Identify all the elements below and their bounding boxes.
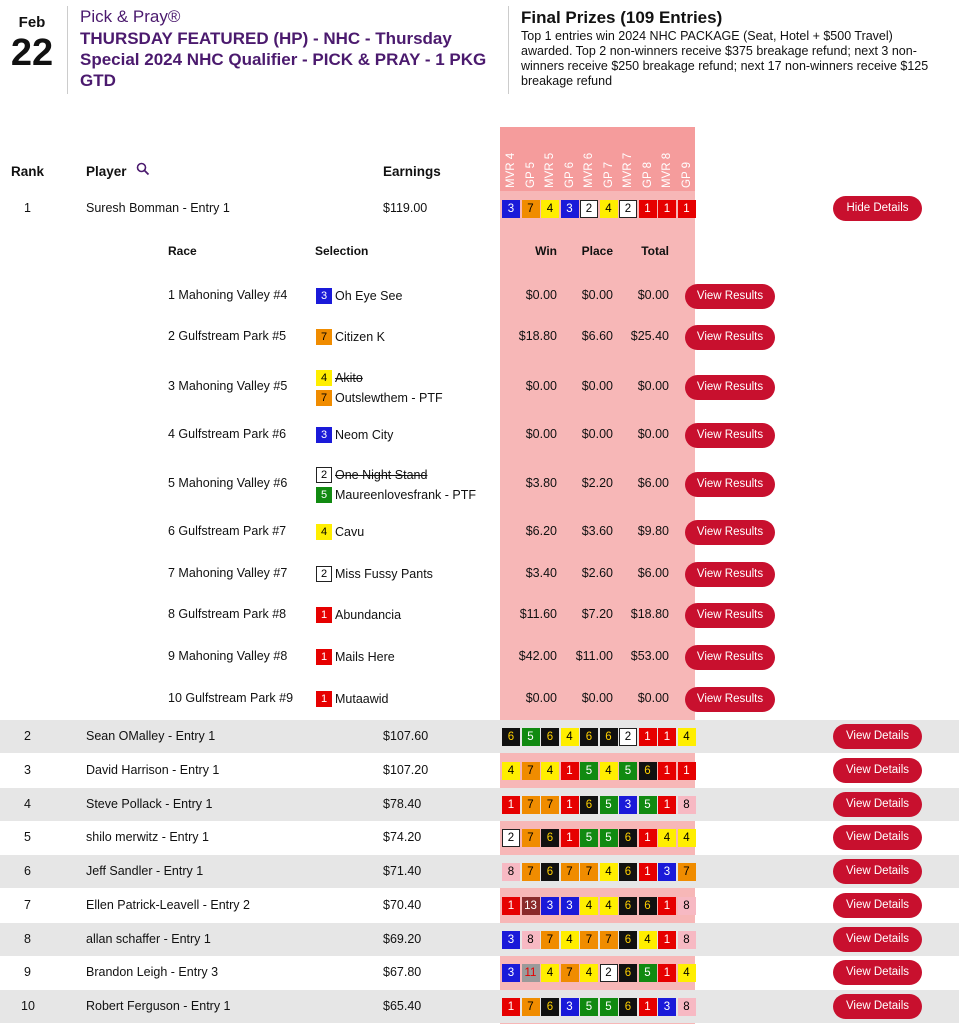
pick-number-box: 5 [522,728,540,746]
earnings-cell: $119.00 [383,201,428,215]
selection-entry [316,388,443,408]
race-column-label: GP 5 [524,162,537,188]
place-amount: $11.00 [575,649,613,663]
race-column-label: MVR 7 [622,152,634,188]
pick-number-box: 3 [502,200,520,218]
pick-number-box: 4 [600,762,618,780]
pick-number-box: 5 [619,762,637,780]
standings-row [0,956,959,989]
pick-number-box: 6 [639,762,657,780]
place-amount: $3.60 [581,524,613,538]
place-amount: $2.20 [581,476,613,490]
pick-number-box: 5 [600,796,618,814]
pick-number-box: 6 [580,796,598,814]
race-name: 6 Gulfstream Park #7 [168,524,287,538]
earnings-cell: $67.80 [383,965,422,979]
details-race-row [0,463,959,505]
program-number-box: 2 [316,566,332,582]
pick-boxes [502,728,696,746]
earnings-cell: $107.20 [383,763,429,777]
rank-cell: 3 [24,763,31,777]
place-amount: $7.20 [581,607,613,621]
pick-number-box: 1 [658,728,676,746]
selection [316,564,433,584]
details-race-row [0,601,959,629]
selection [316,327,385,347]
total-amount: $25.40 [630,329,669,343]
details-race-row [0,421,959,449]
standings-row [0,990,959,1023]
selection-entry [316,647,395,667]
win-amount: $6.20 [525,524,557,538]
details-race-row [0,366,959,408]
standings-row [0,855,959,888]
race-column-label: MVR 4 [505,152,517,188]
selection [316,368,443,408]
pick-number-box: 7 [561,964,579,982]
pick-number-box: 4 [639,931,657,949]
view-results-button[interactable]: View Results [685,562,775,587]
pick-number-box: 1 [639,728,657,746]
selection-entry [316,689,389,709]
pick-number-box: 1 [502,796,520,814]
pick-number-box: 8 [502,863,520,881]
total-amount: $0.00 [637,691,669,705]
pick-number-box: 2 [619,728,637,746]
place-amount: $0.00 [581,691,613,705]
race-column-label: GP 9 [680,162,693,188]
pick-number-box: 6 [619,964,637,982]
view-results-button[interactable]: View Results [685,687,775,712]
rank-cell: 2 [24,729,31,743]
race-name: 1 Mahoning Valley #4 [168,288,288,302]
selection-entry [316,522,364,542]
rank-cell: 5 [24,830,31,844]
earnings-cell: $78.40 [383,797,422,811]
rank-cell: 10 [21,999,35,1013]
rank-cell: 8 [24,932,31,946]
horse-name: Oh Eye See [335,289,403,303]
pick-number-box: 4 [600,897,618,915]
race-name: 5 Mahoning Valley #6 [168,476,288,490]
search-icon[interactable] [136,162,150,176]
total-amount: $0.00 [637,288,669,302]
place-amount: $0.00 [581,379,613,393]
pick-number-box: 4 [541,964,559,982]
pick-number-box: 6 [619,863,637,881]
pick-number-box: 7 [522,796,540,814]
standings-row [0,889,959,922]
program-number-box: 3 [316,288,332,304]
player-name: Sean OMalley - Entry 1 [86,729,216,743]
pick-number-box: 1 [678,762,696,780]
selection-entry [316,465,476,485]
pick-number-box: 1 [639,998,657,1016]
details-race-row [0,643,959,671]
horse-name: Mutaawid [335,692,389,706]
program-number-box: 7 [316,390,332,406]
selection [316,689,389,709]
pick-number-box: 6 [541,829,559,847]
scratched-horse-name: One Night Stand [335,468,428,482]
pick-number-box: 5 [639,796,657,814]
rank-cell: 7 [24,898,31,912]
total-amount: $6.00 [637,476,669,490]
view-details-button[interactable]: View Details [833,758,922,783]
race-column-label: MVR 6 [583,152,595,188]
pick-number-box: 4 [580,897,598,915]
pick-boxes [502,897,696,915]
prize-text: Top 1 entries win 2024 NHC PACKAGE (Seat, Hotel + $500 Travel) awarded. Top 2 non-winners receive $375 breakage refund; next 3 non-winners receive $250 breakage refund; next 17 non-winners receive $125 breakage refund [521,29,929,88]
pick-number-box: 4 [658,829,676,847]
pick-boxes [502,964,696,982]
pick-number-box: 4 [678,964,696,982]
brand-name: Pick & Pray® [80,7,181,26]
race-column-label: MVR 5 [544,152,556,188]
pick-number-box: 6 [619,897,637,915]
pick-number-box: 1 [658,897,676,915]
pick-number-box: 7 [580,931,598,949]
horse-name: Mails Here [335,650,395,664]
header-divider [508,6,509,94]
pick-number-box: 1 [502,897,520,915]
pick-number-box: 7 [541,796,559,814]
standings-row [0,923,959,956]
win-amount: $11.60 [519,607,557,621]
view-results-button[interactable]: View Results [685,423,775,448]
race-column-label: GP 8 [641,162,654,188]
program-number-box: 4 [316,370,332,386]
event-date [8,14,56,73]
horse-name: Maureenlovesfrank - PTF [335,488,477,502]
total-amount: $9.80 [637,524,669,538]
race-name: 3 Mahoning Valley #5 [168,379,288,393]
player-name: allan schaffer - Entry 1 [86,932,211,946]
earnings-cell: $65.40 [383,999,422,1013]
pick-number-box: 1 [658,931,676,949]
pick-boxes [502,762,696,780]
details-race-header: Race [168,244,197,258]
selection-entry [316,327,385,347]
view-results-button[interactable]: View Results [685,603,775,628]
player-name: Steve Pollack - Entry 1 [86,797,213,811]
pick-number-box: 1 [561,762,579,780]
earnings-header: Earnings [383,164,441,179]
standings-row [0,788,959,821]
pick-number-box: 6 [619,998,637,1016]
program-number-box: 1 [316,691,332,707]
player-name: Robert Ferguson - Entry 1 [86,999,231,1013]
pick-number-box: 4 [678,829,696,847]
win-amount: $18.80 [518,329,557,343]
view-results-button[interactable]: View Results [685,472,775,497]
selection-entry [316,605,401,625]
pick-number-box: 3 [561,897,579,915]
contest-header [80,7,500,91]
rank-cell: 1 [24,201,31,215]
pick-number-box: 6 [600,728,618,746]
pick-number-box: 7 [522,829,540,847]
pick-number-box: 2 [600,964,618,982]
race-name: 2 Gulfstream Park #5 [168,329,287,343]
pick-number-box: 6 [541,728,559,746]
pick-number-box: 4 [541,762,559,780]
prize-title: Final Prizes (109 Entries) [521,8,723,27]
pick-number-box: 5 [639,964,657,982]
pick-boxes [502,863,696,881]
pick-number-box: 8 [522,931,540,949]
selection-entry [316,485,476,505]
pick-number-box: 1 [658,796,676,814]
win-amount: $3.40 [525,566,557,580]
pick-number-box: 6 [619,931,637,949]
view-results-button[interactable]: View Results [685,325,775,350]
win-amount: $3.80 [525,476,557,490]
rank-header: Rank [11,164,45,179]
selection-entry [316,286,402,306]
pick-number-box: 5 [580,998,598,1016]
win-amount: $0.00 [525,288,557,302]
program-number-box: 2 [316,467,332,483]
pick-number-box: 7 [522,998,540,1016]
pick-number-box: 8 [678,796,696,814]
total-amount: $0.00 [637,427,669,441]
pick-number-box: 1 [639,200,657,218]
pick-number-box: 1 [658,200,676,218]
race-column-label: GP 6 [563,162,576,188]
rank-cell: 9 [24,965,31,979]
contest-title: THURSDAY FEATURED (HP) - NHC - Thursday Special 2024 NHC Qualifier - PICK & PRAY - 1 PKG GTD [80,29,487,90]
pick-number-box: 6 [619,829,637,847]
details-selection-header: Selection [315,244,369,258]
place-amount: $0.00 [581,427,613,441]
win-amount: $0.00 [525,427,557,441]
horse-name: Citizen K [335,330,386,344]
program-number-box: 4 [316,524,332,540]
pick-number-box: 7 [678,863,696,881]
player-header[interactable]: Player [86,164,127,179]
pick-number-box: 5 [580,829,598,847]
pick-number-box: 8 [678,897,696,915]
horse-name: Miss Fussy Pants [335,567,433,581]
standings-row [0,821,959,854]
view-details-button[interactable]: View Details [833,927,922,952]
pick-number-box: 7 [561,863,579,881]
selection [316,286,402,306]
pick-number-box: 7 [522,200,540,218]
place-amount: $2.60 [581,566,613,580]
pick-number-box: 7 [522,762,540,780]
pick-number-box: 5 [600,998,618,1016]
race-name: 10 Gulfstream Park #9 [168,691,294,705]
selection [316,647,395,667]
pick-number-box: 3 [541,897,559,915]
pick-number-box: 4 [502,762,520,780]
details-race-row [0,518,959,546]
pick-number-box: 6 [639,897,657,915]
earnings-cell: $70.40 [383,898,422,912]
earnings-cell: $107.60 [383,729,429,743]
rank-cell: 6 [24,864,31,878]
pick-number-box: 5 [580,762,598,780]
pick-number-box: 13 [522,897,540,915]
pick-number-box: 3 [561,998,579,1016]
view-results-button[interactable]: View Results [685,375,775,400]
details-race-row [0,560,959,588]
pick-number-box: 1 [639,863,657,881]
pick-number-box: 1 [639,829,657,847]
player-name: shilo merwitz - Entry 1 [86,830,209,844]
pick-number-box: 3 [502,964,520,982]
program-number-box: 5 [316,487,332,503]
view-results-button[interactable]: View Results [685,520,775,545]
standings-row [0,720,959,753]
pick-number-box: 1 [658,964,676,982]
place-amount: $0.00 [581,288,613,302]
pick-number-box: 1 [561,796,579,814]
program-number-box: 7 [316,329,332,345]
win-amount: $0.00 [525,691,557,705]
pick-number-box: 7 [522,863,540,881]
pick-number-box: 2 [619,200,637,218]
pick-number-box: 3 [502,931,520,949]
pick-number-box: 8 [678,998,696,1016]
pick-number-box: 7 [600,931,618,949]
total-amount: $0.00 [637,379,669,393]
race-name: 8 Gulfstream Park #8 [168,607,287,621]
details-race-row [0,282,959,310]
pick-number-box: 4 [580,964,598,982]
details-race-row [0,323,959,351]
pick-number-box: 4 [561,728,579,746]
selection [316,522,364,542]
event-day: 22 [10,32,54,74]
selection-entry [316,564,433,584]
rank-cell: 4 [24,797,31,811]
player-name: Jeff Sandler - Entry 1 [86,864,204,878]
pick-boxes [502,931,696,949]
win-amount: $42.00 [518,649,557,663]
pick-number-box: 3 [619,796,637,814]
selection-entry [316,368,443,388]
scratched-horse-name: Akito [335,371,363,385]
race-column-label: MVR 8 [661,152,673,188]
pick-number-box: 6 [502,728,520,746]
race-name: 4 Gulfstream Park #6 [168,427,287,441]
pick-number-box: 4 [541,200,559,218]
pick-number-box: 4 [600,863,618,881]
horse-name: Outslewthem - PTF [335,391,443,405]
pick-number-box: 1 [658,762,676,780]
program-number-box: 1 [316,607,332,623]
pick-number-box: 1 [678,200,696,218]
win-amount: $0.00 [525,379,557,393]
view-details-button[interactable]: View Details [833,893,922,918]
race-name: 9 Mahoning Valley #8 [168,649,288,663]
view-results-button[interactable]: View Results [685,284,775,309]
pick-number-box: 1 [561,829,579,847]
pick-number-box: 4 [678,728,696,746]
pick-number-box: 5 [600,829,618,847]
earnings-cell: $74.20 [383,830,422,844]
pick-number-box: 3 [561,200,579,218]
pick-number-box: 3 [658,998,676,1016]
pick-boxes [502,200,696,218]
selection [316,465,476,505]
header-divider [67,6,68,94]
standings-row-leader [0,192,959,225]
prize-info [521,8,946,89]
horse-name: Abundancia [335,608,402,622]
view-results-button[interactable]: View Results [685,645,775,670]
pick-boxes [502,796,696,814]
details-total-header: Total [641,244,669,258]
horse-name: Cavu [335,525,365,539]
pick-number-box: 11 [522,964,540,982]
selection [316,605,401,625]
standings-row [0,754,959,787]
place-amount: $6.60 [581,329,613,343]
event-month: Feb [18,14,46,31]
selection [316,425,393,445]
pick-number-box: 2 [580,200,598,218]
earnings-cell: $71.40 [383,864,422,878]
pick-number-box: 6 [541,998,559,1016]
pick-boxes [502,829,696,847]
player-name: Suresh Bomman - Entry 1 [86,201,230,215]
pick-number-box: 1 [502,998,520,1016]
race-name: 7 Mahoning Valley #7 [168,566,288,580]
earnings-cell: $69.20 [383,932,422,946]
view-details-button[interactable]: View Details [833,825,922,850]
program-number-box: 1 [316,649,332,665]
view-details-button[interactable]: View Details [833,792,922,817]
view-details-button[interactable]: View Details [833,724,922,749]
details-win-header: Win [535,244,557,258]
player-name: Ellen Patrick-Leavell - Entry 2 [86,898,250,912]
player-name: Brandon Leigh - Entry 3 [86,965,219,979]
pick-number-box: 7 [541,931,559,949]
view-details-button[interactable]: View Details [833,859,922,884]
race-column-label: GP 7 [602,162,615,188]
pick-number-box: 7 [580,863,598,881]
pick-number-box: 6 [580,728,598,746]
total-amount: $6.00 [637,566,669,580]
total-amount: $53.00 [630,649,669,663]
horse-name: Neom City [335,428,394,442]
details-place-header: Place [581,244,613,258]
pick-number-box: 2 [502,829,520,847]
pick-number-box: 4 [600,200,618,218]
pick-boxes [502,998,696,1016]
pick-number-box: 6 [541,863,559,881]
pick-number-box: 3 [658,863,676,881]
player-name: David Harrison - Entry 1 [86,763,220,777]
pick-number-box: 4 [561,931,579,949]
details-race-row [0,685,959,713]
hide-details-button[interactable]: Hide Details [833,196,922,221]
view-details-button[interactable]: View Details [833,960,922,985]
program-number-box: 3 [316,427,332,443]
view-details-button[interactable]: View Details [833,994,922,1019]
total-amount: $18.80 [630,607,669,621]
pick-number-box: 8 [678,931,696,949]
selection-entry [316,425,393,445]
